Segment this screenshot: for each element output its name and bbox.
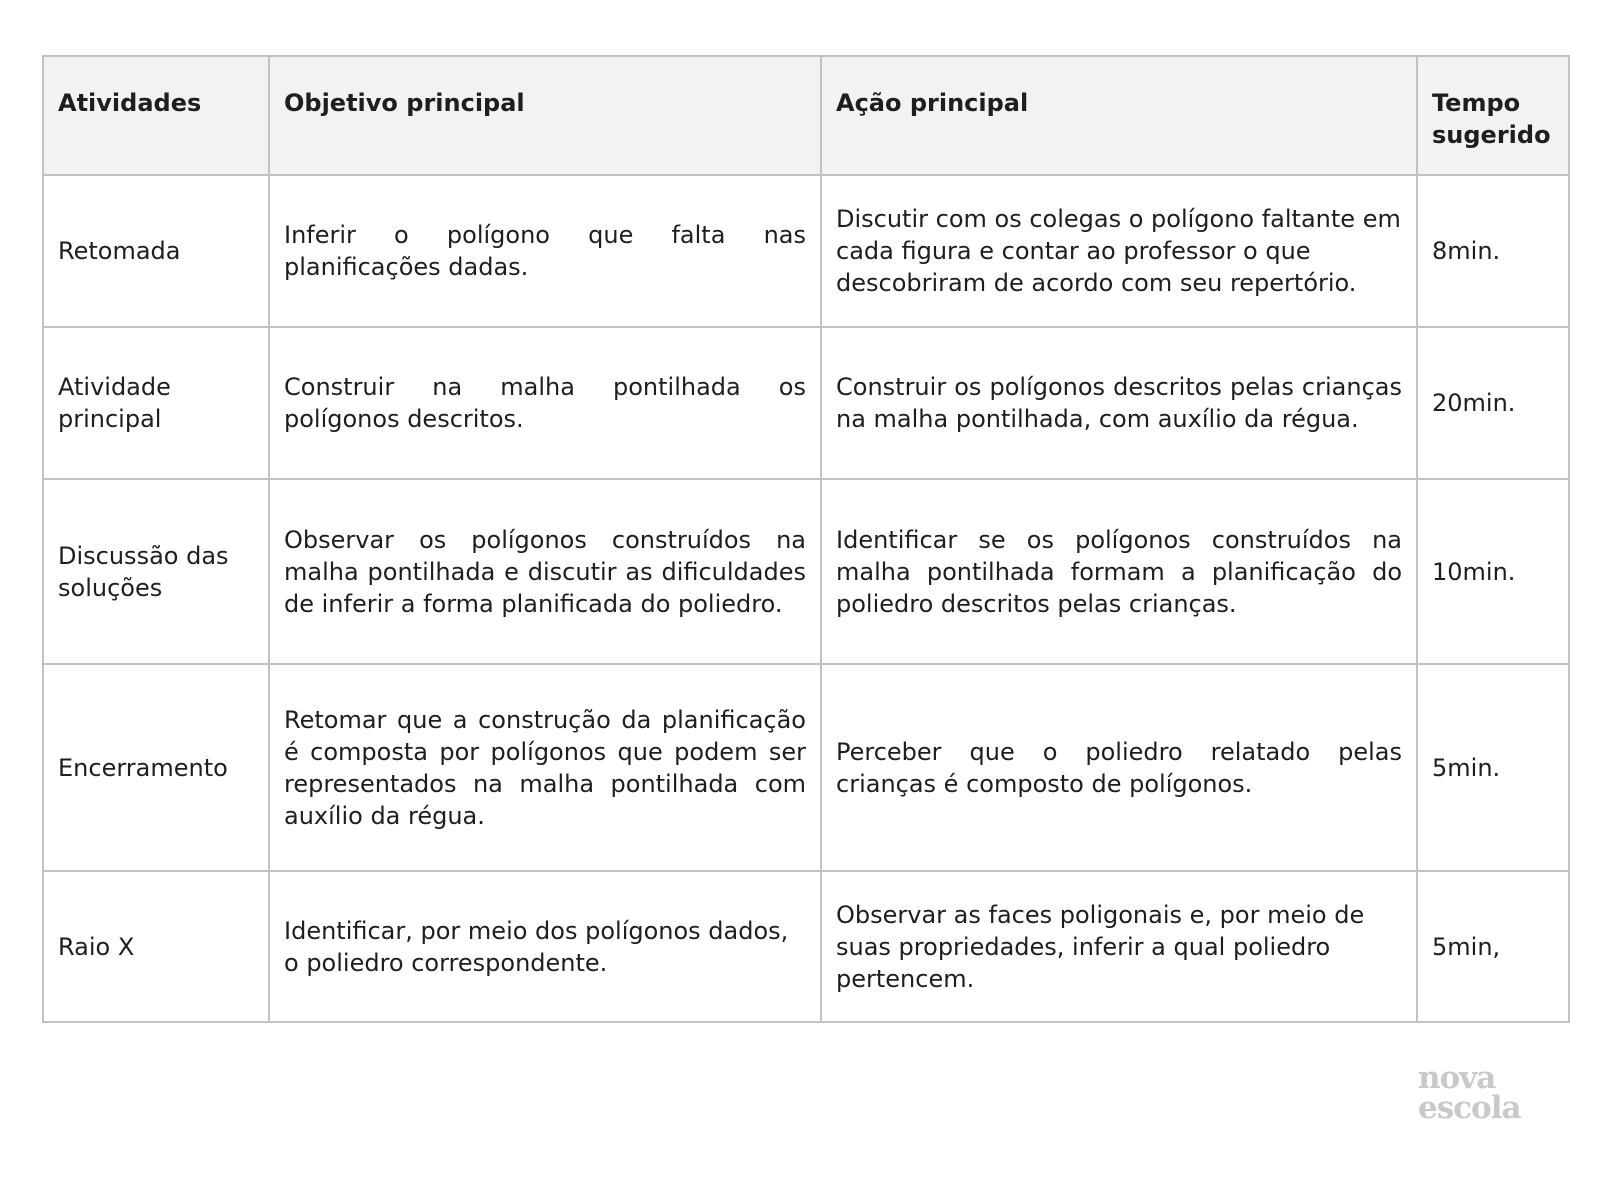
header-row bbox=[43, 56, 1569, 175]
logo-line-escola: escola bbox=[1418, 1090, 1521, 1126]
cell-objetivo: Construir na malha pontilhada os polígonos descritos. bbox=[269, 327, 821, 479]
cell-objetivo: Retomar que a construção da planificação é composta por polígonos que podem ser representados na malha pontilhada com auxílio da régua. bbox=[269, 664, 821, 871]
table-row bbox=[43, 327, 1569, 479]
cell-acao: Identificar se os polígonos construídos na malha pontilhada formam a planificação do poliedro descritos pelas crianças. bbox=[821, 479, 1417, 664]
table-row bbox=[43, 664, 1569, 871]
cell-atividade: Retomada bbox=[43, 175, 269, 327]
table-body bbox=[43, 175, 1569, 1022]
table-header bbox=[43, 56, 1569, 175]
cell-acao: Construir os polígonos descritos pelas crianças na malha pontilhada, com auxílio da régua. bbox=[821, 327, 1417, 479]
header-objetivo-principal: Objetivo principal bbox=[269, 56, 821, 175]
table-row bbox=[43, 871, 1569, 1022]
table-row bbox=[43, 175, 1569, 327]
cell-atividade: Atividade principal bbox=[43, 327, 269, 479]
lesson-plan-table bbox=[42, 55, 1570, 1023]
cell-acao: Perceber que o poliedro relatado pelas crianças é composto de polígonos. bbox=[821, 664, 1417, 871]
logo-line-nova: nova bbox=[1418, 1060, 1496, 1096]
cell-objetivo: Identificar, por meio dos polígonos dados, o poliedro correspondente. bbox=[269, 871, 821, 1022]
cell-acao: Discutir com os colegas o polígono faltante em cada figura e contar ao professor o que descobriram de acordo com seu repertório. bbox=[821, 175, 1417, 327]
cell-atividade: Discussão das soluções bbox=[43, 479, 269, 664]
cell-objetivo: Observar os polígonos construídos na malha pontilhada e discutir as dificuldades de inferir a forma planificada do poliedro. bbox=[269, 479, 821, 664]
cell-acao: Observar as faces poligonais e, por meio de suas propriedades, inferir a qual poliedro pertencem. bbox=[821, 871, 1417, 1022]
cell-tempo: 10min. bbox=[1417, 479, 1569, 664]
header-acao-principal: Ação principal bbox=[821, 56, 1417, 175]
table-row bbox=[43, 479, 1569, 664]
cell-tempo: 20min. bbox=[1417, 327, 1569, 479]
header-tempo-sugerido: Tempo sugerido bbox=[1417, 56, 1569, 175]
cell-tempo: 8min. bbox=[1417, 175, 1569, 327]
cell-atividade: Encerramento bbox=[43, 664, 269, 871]
cell-atividade: Raio X bbox=[43, 871, 269, 1022]
header-atividades: Atividades bbox=[43, 56, 269, 175]
cell-tempo: 5min, bbox=[1417, 871, 1569, 1022]
cell-objetivo: Inferir o polígono que falta nas planificações dadas. bbox=[269, 175, 821, 327]
cell-tempo: 5min. bbox=[1417, 664, 1569, 871]
nova-escola-logo bbox=[1418, 1060, 1538, 1126]
